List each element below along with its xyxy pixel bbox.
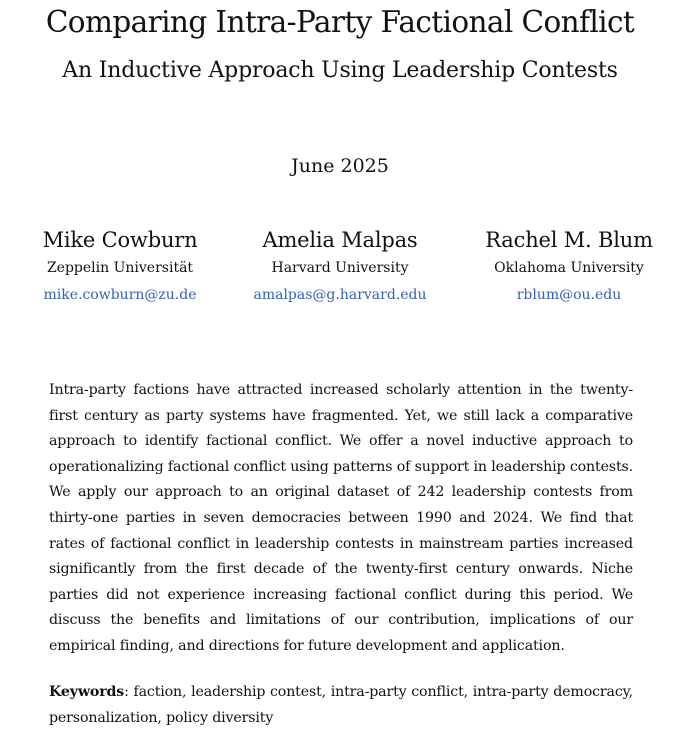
author-affiliation: Oklahoma University: [494, 260, 644, 276]
author-block: [0, 226, 240, 305]
author-email-link[interactable]: rblum@ou.edu: [516, 287, 622, 303]
keywords-list: : faction, leadership contest, intra-party conflict, intra-party democracy, personalization, policy diversity: [49, 684, 633, 726]
author-name: Mike Cowburn: [42, 228, 198, 252]
keywords-label: Keywords: [49, 684, 125, 700]
author-name: Amelia Malpas: [262, 228, 418, 252]
author-affiliation: Harvard University: [271, 260, 409, 276]
author-name: Rachel M. Blum: [485, 228, 653, 252]
author-email-link[interactable]: amalpas@g.harvard.edu: [253, 287, 427, 303]
abstract-paragraph: Intra-party factions have attracted increased scholarly attention in the twenty-first century as party systems have fragmented. Yet, we still lack a comparative approach to identify factional conflict. We offer a novel inductive approach to operationalizing factional conflict using patterns of support in leadership contests. We apply our approach to an original dataset of 242 leadership contests from thirty-one parties in seven democracies between 1990 and 2024. We find that rates of factional conflict in leadership contests in mainstream parties increased significantly from the first decade of the twenty-first century onwards. Niche parties did not experience increasing factional conflict during this period. We discuss the benefits and limitations of our contribution, implications of our empirical finding, and directions for future development and application.: [49, 382, 633, 654]
paper-date: June 2025: [291, 155, 389, 177]
paper-title: Comparing Intra-Party Factional Conflict: [45, 5, 635, 39]
paper-subtitle: An Inductive Approach Using Leadership Contests: [62, 58, 618, 83]
author-block: [220, 226, 460, 305]
keywords-paragraph: [49, 680, 633, 731]
author-email-link[interactable]: mike.cowburn@zu.de: [43, 287, 197, 303]
author-block: [449, 226, 680, 305]
author-affiliation: Zeppelin Universität: [46, 260, 194, 276]
